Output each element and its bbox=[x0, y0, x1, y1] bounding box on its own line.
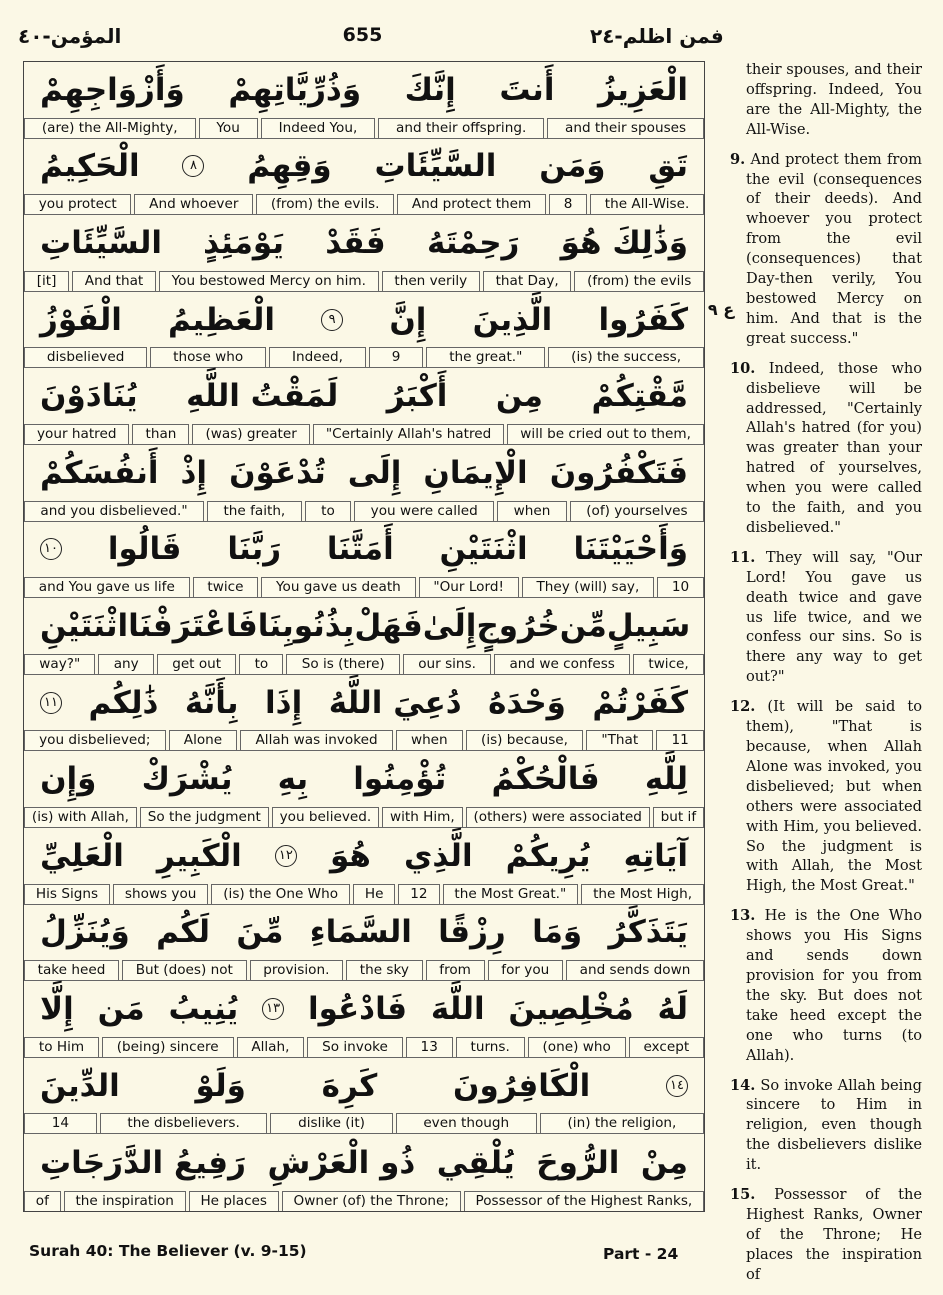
english-gloss-cell: even though bbox=[396, 1113, 537, 1133]
verse-row bbox=[24, 292, 704, 369]
arabic-word: لِلَّهِ bbox=[644, 761, 688, 798]
english-gloss-cell: and we confess bbox=[494, 654, 630, 674]
arabic-word: اللَّهَ bbox=[430, 990, 485, 1027]
arabic-word: الْعَزِيزُ bbox=[598, 71, 688, 108]
english-gloss-cell: (is) the One Who bbox=[211, 884, 350, 904]
english-gloss-line bbox=[24, 424, 704, 444]
arabic-word: وَذُرِّيَّاتِهِمْ bbox=[228, 71, 362, 108]
arabic-word: إِلَّا bbox=[40, 990, 74, 1027]
english-gloss-cell: to bbox=[239, 654, 283, 674]
arabic-word: إِنَّ bbox=[389, 301, 427, 338]
english-gloss-cell: (is) with Allah, bbox=[24, 807, 137, 827]
arabic-word: يُشْرَكْ bbox=[141, 761, 233, 798]
arabic-word: وَأَحْيَيْتَنَا bbox=[573, 531, 688, 568]
english-gloss-cell: that Day, bbox=[483, 271, 571, 291]
arabic-word: ذَٰلِكُم bbox=[88, 684, 159, 721]
translation-text: So invoke Allah being sincere to Him in religion, even though the disbelievers dislike it. bbox=[746, 1076, 923, 1174]
verse-row bbox=[24, 445, 704, 522]
english-gloss-cell: but if bbox=[653, 807, 704, 827]
english-gloss-cell: 8 bbox=[549, 194, 587, 214]
verse-row bbox=[24, 215, 704, 292]
english-gloss-cell: twice, bbox=[633, 654, 704, 674]
translation-text: They will say, "Our Lord! You gave us death twice and gave us life twice, and we confess our sins. So is there any way to get out?" bbox=[746, 548, 922, 686]
arabic-word: ذُو الْعَرْشِ bbox=[267, 1144, 416, 1181]
arabic-word: فَقَدْ bbox=[325, 224, 386, 261]
arabic-line bbox=[24, 675, 704, 731]
english-gloss-cell: will be cried out to them, bbox=[507, 424, 704, 444]
verse-number-marker: ١٤ bbox=[666, 1075, 688, 1097]
english-gloss-cell: you believed. bbox=[272, 807, 379, 827]
verse-row bbox=[24, 751, 704, 828]
arabic-word: أَنتَ bbox=[499, 71, 555, 108]
arabic-word: الْفَوْزُ bbox=[40, 301, 122, 338]
english-gloss-line bbox=[24, 960, 704, 980]
verse-number: 10. bbox=[730, 359, 756, 377]
arabic-line bbox=[24, 1134, 704, 1191]
english-gloss-cell: and their offspring. bbox=[378, 118, 544, 138]
english-gloss-cell: disbelieved bbox=[24, 347, 147, 367]
english-gloss-cell: the All-Wise. bbox=[590, 194, 704, 214]
arabic-word: مِّن bbox=[559, 607, 607, 644]
english-gloss-cell: (from) the evils. bbox=[256, 194, 394, 214]
english-gloss-cell: You bestowed Mercy on him. bbox=[159, 271, 379, 291]
arabic-word: مَّقْتِكُمْ bbox=[591, 378, 688, 415]
arabic-word: وَقِهِمُ bbox=[247, 148, 332, 185]
english-gloss-cell: You bbox=[199, 118, 258, 138]
arabic-word: وَأَزْوَاجِهِمْ bbox=[40, 71, 185, 108]
arabic-word: لَهُ bbox=[657, 990, 688, 1027]
translation-paragraph bbox=[718, 697, 922, 896]
arabic-word: مِّنَ bbox=[236, 914, 284, 951]
english-gloss-cell: turns. bbox=[456, 1037, 525, 1057]
arabic-word: السَّمَاءِ bbox=[309, 914, 412, 951]
english-gloss-cell: the Most Great." bbox=[443, 884, 579, 904]
arabic-line bbox=[24, 828, 704, 884]
translation-text: He is the One Who shows you His Signs and sends down provision for you from the sky. But does not take heed except the one who turns (to Allah). bbox=[746, 907, 922, 1064]
english-gloss-cell: (is) because, bbox=[466, 730, 583, 750]
english-gloss-line bbox=[24, 654, 704, 674]
translation-paragraph bbox=[718, 1185, 922, 1285]
arabic-line bbox=[24, 751, 704, 807]
english-gloss-cell: when bbox=[396, 730, 463, 750]
english-gloss-cell: And protect them bbox=[397, 194, 546, 214]
arabic-word: إِذَا bbox=[265, 684, 303, 721]
translation-text: (It will be said to them), "That is because, when Allah Alone was invoked, you disbelieved; but when others were associated with Him, you believed. So the judgment is with Allah, the Most High, the Most Great." bbox=[746, 698, 923, 895]
arabic-line bbox=[24, 292, 704, 348]
arabic-word: رِزْقًا bbox=[438, 914, 506, 951]
arabic-word: اثْنَتَيْنِ bbox=[40, 607, 129, 644]
english-gloss-cell: to Him bbox=[24, 1037, 99, 1057]
english-gloss-cell: Possessor of the Highest Ranks, bbox=[464, 1191, 704, 1211]
english-gloss-cell: So invoke bbox=[307, 1037, 402, 1057]
english-gloss-cell: except bbox=[629, 1037, 704, 1057]
english-gloss-cell: (of) yourselves bbox=[570, 501, 704, 521]
english-gloss-cell: You gave us death bbox=[261, 577, 415, 597]
verse-row bbox=[24, 598, 704, 675]
english-gloss-cell: the inspiration bbox=[64, 1191, 186, 1211]
arabic-word: وَحْدَهُ bbox=[488, 684, 566, 721]
verse-number: 15. bbox=[730, 1186, 756, 1204]
arabic-word: يُنِيبُ bbox=[168, 990, 239, 1027]
arabic-word: فَاعْتَرَفْنَا bbox=[128, 607, 258, 644]
english-gloss-cell: Indeed You, bbox=[261, 118, 375, 138]
arabic-word: بِهِ bbox=[277, 761, 309, 798]
verse-row bbox=[24, 1134, 704, 1211]
english-gloss-cell: "Our Lord! bbox=[419, 577, 519, 597]
verse-row bbox=[24, 828, 704, 905]
english-gloss-cell: So the judgment bbox=[140, 807, 269, 827]
arabic-word: كَفَرُوا bbox=[598, 301, 688, 338]
arabic-word: فَادْعُوا bbox=[307, 990, 408, 1027]
english-gloss-cell: of bbox=[24, 1191, 61, 1211]
verse-row bbox=[24, 522, 704, 599]
english-gloss-cell: and You gave us life bbox=[24, 577, 190, 597]
verse-number: 12. bbox=[730, 698, 756, 716]
english-gloss-cell: Allah, bbox=[237, 1037, 305, 1057]
arabic-line bbox=[24, 522, 704, 578]
english-gloss-cell: (in) the religion, bbox=[540, 1113, 704, 1133]
arabic-word: الْإِيمَانِ bbox=[423, 454, 528, 491]
translation-text: And protect them from the evil (consequences of their deeds). And whoever you protect from the evil (consequences) that Day-then verily, You bestowed Mercy on him. And that is the great success." bbox=[746, 150, 922, 347]
arabic-word: يُنَادَوْنَ bbox=[40, 378, 138, 415]
arabic-word: السَّيِّئَاتِ bbox=[40, 224, 162, 261]
arabic-line bbox=[24, 445, 704, 501]
english-gloss-cell: And whoever bbox=[134, 194, 253, 214]
arabic-word: أَنفُسَكُمْ bbox=[40, 454, 159, 491]
verse-number-marker: ٩ bbox=[321, 309, 343, 331]
english-gloss-cell: provision. bbox=[250, 960, 344, 980]
arabic-word: بِأَنَّهُ bbox=[184, 684, 239, 721]
arabic-word: بِذُنُوبِنَا bbox=[257, 607, 355, 644]
verse-number: 14. bbox=[730, 1076, 756, 1094]
english-gloss-cell: But (does) not bbox=[122, 960, 247, 980]
english-gloss-cell: and their spouses bbox=[547, 118, 704, 138]
verse-row bbox=[24, 368, 704, 445]
translation-sidebar bbox=[718, 60, 922, 1295]
arabic-word: فَهَلْ bbox=[354, 607, 423, 644]
english-gloss-line bbox=[24, 1037, 704, 1057]
english-gloss-line bbox=[24, 501, 704, 521]
arabic-word: وَذَٰلِكَ هُوَ bbox=[560, 224, 688, 261]
english-gloss-cell: His Signs bbox=[24, 884, 110, 904]
arabic-word: تَقِ bbox=[648, 148, 688, 185]
verse-number-marker: ١٠ bbox=[40, 538, 62, 560]
english-gloss-line bbox=[24, 884, 704, 904]
arabic-word: لَكُم bbox=[156, 914, 211, 951]
arabic-line bbox=[24, 139, 704, 195]
arabic-word: تُدْعَوْنَ bbox=[229, 454, 326, 491]
english-gloss-cell: He bbox=[353, 884, 395, 904]
arabic-line bbox=[24, 981, 704, 1037]
translation-paragraph bbox=[718, 150, 922, 349]
arabic-word: الْكَافِرُونَ bbox=[453, 1067, 591, 1104]
english-gloss-cell: and sends down bbox=[566, 960, 704, 980]
arabic-word: قَالُوا bbox=[107, 531, 182, 568]
arabic-word: مِن bbox=[495, 378, 543, 415]
english-gloss-cell: 13 bbox=[406, 1037, 453, 1057]
translation-text: Indeed, those who disbelieve will be addressed, "Certainly Allah's hatred (for you) was greater than your hatred of yourselves, when you were called to the faith, and you disbelieved." bbox=[746, 359, 923, 536]
translation-paragraph bbox=[718, 60, 922, 140]
english-gloss-line bbox=[24, 1191, 704, 1211]
arabic-word: الْكَبِيرِ bbox=[156, 837, 242, 874]
arabic-line bbox=[24, 1058, 704, 1114]
arabic-word: خُرُوجٍ bbox=[476, 607, 560, 644]
arabic-word: أَمَتَّنَا bbox=[326, 531, 394, 568]
arabic-word: آيَاتِهِ bbox=[623, 837, 688, 874]
arabic-word: يُلْقِي bbox=[436, 1144, 515, 1181]
english-gloss-cell: They (will) say, bbox=[522, 577, 654, 597]
arabic-word: الْعَظِيمُ bbox=[168, 301, 275, 338]
translation-paragraph bbox=[718, 1076, 922, 1176]
verse-row bbox=[24, 675, 704, 752]
verse-number: 9. bbox=[730, 150, 746, 168]
english-gloss-cell: 10 bbox=[657, 577, 704, 597]
ruku-mark: ع ٩ bbox=[707, 300, 735, 319]
footer-part-label: Part - 24 bbox=[603, 1245, 679, 1263]
arabic-word: الرُّوحَ bbox=[536, 1144, 620, 1181]
english-gloss-cell: (is) the success, bbox=[548, 347, 704, 367]
english-gloss-cell: Allah was invoked bbox=[240, 730, 392, 750]
english-gloss-cell: 14 bbox=[24, 1113, 97, 1133]
arabic-line bbox=[24, 215, 704, 271]
english-gloss-cell: dislike (it) bbox=[270, 1113, 392, 1133]
arabic-word: هُوَ bbox=[329, 837, 371, 874]
arabic-word: وَلَوْ bbox=[195, 1067, 246, 1104]
arabic-word: سَبِيلٍ bbox=[606, 607, 691, 644]
arabic-word: مَن bbox=[97, 990, 145, 1027]
english-gloss-cell: (one) who bbox=[528, 1037, 626, 1057]
english-gloss-cell: Owner (of) the Throne; bbox=[282, 1191, 461, 1211]
arabic-word: اثْنَتَيْنِ bbox=[439, 531, 528, 568]
english-gloss-cell: when bbox=[497, 501, 567, 521]
english-gloss-cell: the great." bbox=[426, 347, 545, 367]
english-gloss-cell: 11 bbox=[656, 730, 704, 750]
arabic-word: الدِّينَ bbox=[40, 1067, 120, 1104]
verse-row bbox=[24, 139, 704, 216]
arabic-word: لَمَقْتُ اللَّهِ bbox=[186, 378, 339, 415]
arabic-word: كَفَرْتُمْ bbox=[592, 684, 688, 721]
arabic-word: يُرِيكُمْ bbox=[505, 837, 591, 874]
english-gloss-cell: those who bbox=[150, 347, 266, 367]
english-gloss-cell: from bbox=[426, 960, 485, 980]
english-gloss-cell: any bbox=[98, 654, 153, 674]
arabic-word: يَوْمَئِذٍ bbox=[203, 224, 285, 261]
arabic-line bbox=[24, 368, 704, 424]
arabic-word: رَفِيعُ الدَّرَجَاتِ bbox=[40, 1144, 246, 1181]
english-gloss-line bbox=[24, 1113, 704, 1133]
english-gloss-cell: then verily bbox=[382, 271, 480, 291]
translation-paragraph bbox=[718, 359, 922, 538]
english-gloss-cell: for you bbox=[488, 960, 563, 980]
arabic-word: إِنَّكَ bbox=[404, 71, 456, 108]
english-gloss-cell: you protect bbox=[24, 194, 131, 214]
translation-text: their spouses, and their offspring. Indeed, You are the All-Mighty, the All-Wise. bbox=[746, 61, 922, 138]
english-gloss-cell: (others) were associated bbox=[466, 807, 650, 827]
english-gloss-cell: (was) greater bbox=[192, 424, 309, 444]
arabic-word: وَمَا bbox=[532, 914, 583, 951]
translation-paragraph bbox=[718, 548, 922, 687]
english-gloss-line bbox=[24, 271, 704, 291]
surah-header-arabic: المؤمن-٤٠ bbox=[18, 24, 122, 48]
english-gloss-cell: Indeed, bbox=[269, 347, 366, 367]
english-gloss-cell: with Him, bbox=[382, 807, 463, 827]
arabic-word: تُؤْمِنُوا bbox=[353, 761, 447, 798]
arabic-word: الْحَكِيمُ bbox=[40, 148, 140, 185]
english-gloss-cell: "That bbox=[586, 730, 653, 750]
arabic-word: مِنْ bbox=[640, 1144, 688, 1181]
arabic-line bbox=[24, 62, 704, 118]
english-gloss-cell: the sky bbox=[346, 960, 423, 980]
arabic-word: رَبَّنَا bbox=[227, 531, 282, 568]
arabic-word: إِذْ bbox=[180, 454, 208, 491]
arabic-line bbox=[24, 598, 704, 654]
english-gloss-line bbox=[24, 730, 704, 750]
english-gloss-cell: the Most High, bbox=[581, 884, 704, 904]
english-gloss-cell: (are) the All-Mighty, bbox=[24, 118, 196, 138]
verse-number-marker: ١٣ bbox=[262, 998, 284, 1020]
verse-number-marker: ١٢ bbox=[275, 845, 297, 867]
arabic-word: يَتَذَكَّرُ bbox=[608, 914, 688, 951]
verse-number-marker: ٨ bbox=[182, 155, 204, 177]
english-gloss-cell: than bbox=[132, 424, 189, 444]
english-gloss-line bbox=[24, 194, 704, 214]
english-gloss-cell: He places bbox=[189, 1191, 279, 1211]
footer-surah-label: Surah 40: The Believer (v. 9-15) bbox=[29, 1242, 307, 1260]
verse-row bbox=[24, 62, 704, 139]
english-gloss-line bbox=[24, 807, 704, 827]
verse-number-marker: ١١ bbox=[40, 692, 62, 714]
word-by-word-grid bbox=[23, 61, 705, 1212]
arabic-word: السَّيِّئَاتِ bbox=[374, 148, 497, 185]
arabic-word: أَكْبَرُ bbox=[386, 378, 448, 415]
arabic-word: رَحِمْتَهُ bbox=[426, 224, 520, 261]
english-gloss-cell: your hatred bbox=[24, 424, 130, 444]
verse-number: 13. bbox=[730, 907, 756, 925]
english-gloss-cell: (being) sincere bbox=[102, 1037, 234, 1057]
arabic-word: إِلَىٰ bbox=[422, 607, 477, 644]
arabic-word: فَتَكْفُرُونَ bbox=[549, 454, 688, 491]
english-gloss-cell: take heed bbox=[24, 960, 119, 980]
english-gloss-cell: (from) the evils bbox=[574, 271, 704, 291]
english-gloss-cell: And that bbox=[72, 271, 156, 291]
english-gloss-cell: the disbelievers. bbox=[100, 1113, 268, 1133]
english-gloss-cell: our sins. bbox=[403, 654, 491, 674]
arabic-word: الَّذِي bbox=[403, 837, 473, 874]
verse-row bbox=[24, 981, 704, 1058]
english-gloss-cell: Alone bbox=[169, 730, 238, 750]
arabic-word: الَّذِينَ bbox=[472, 301, 553, 338]
english-gloss-cell: 12 bbox=[398, 884, 439, 904]
arabic-line bbox=[24, 905, 704, 961]
english-gloss-cell: [it] bbox=[24, 271, 69, 291]
english-gloss-cell: "Certainly Allah's hatred bbox=[313, 424, 504, 444]
english-gloss-cell: you were called bbox=[354, 501, 494, 521]
english-gloss-cell: and you disbelieved." bbox=[24, 501, 204, 521]
arabic-word: وَيُنَزِّلُ bbox=[40, 914, 130, 951]
arabic-word: مُخْلِصِينَ bbox=[508, 990, 634, 1027]
english-gloss-cell: you disbelieved; bbox=[24, 730, 166, 750]
english-gloss-cell: to bbox=[305, 501, 352, 521]
english-gloss-cell: So is (there) bbox=[286, 654, 400, 674]
english-gloss-cell: get out bbox=[157, 654, 236, 674]
english-gloss-line bbox=[24, 347, 704, 367]
english-gloss-cell: shows you bbox=[113, 884, 208, 904]
arabic-word: إِلَى bbox=[347, 454, 402, 491]
page-number: 655 bbox=[342, 24, 383, 46]
juz-header-arabic: فمن اظلم-٢٤ bbox=[590, 24, 724, 48]
verse-number: 11. bbox=[730, 548, 756, 566]
arabic-word: دُعِيَ اللَّهُ bbox=[328, 684, 462, 721]
english-gloss-cell: twice bbox=[193, 577, 259, 597]
arabic-word: كَرِهَ bbox=[321, 1067, 378, 1104]
translation-paragraph bbox=[718, 906, 922, 1065]
english-gloss-cell: 9 bbox=[369, 347, 423, 367]
english-gloss-line bbox=[24, 118, 704, 138]
arabic-word: وَمَن bbox=[539, 148, 606, 185]
arabic-word: وَإِن bbox=[40, 761, 97, 798]
arabic-word: الْعَلِيِّ bbox=[40, 837, 124, 874]
arabic-word: فَالْحُكْمُ bbox=[491, 761, 600, 798]
english-gloss-cell: the faith, bbox=[207, 501, 302, 521]
english-gloss-line bbox=[24, 577, 704, 597]
verse-row bbox=[24, 905, 704, 982]
english-gloss-cell: way?" bbox=[24, 654, 95, 674]
verse-row bbox=[24, 1058, 704, 1135]
translation-text: Possessor of the Highest Ranks, Owner of the Throne; He places the inspiration of bbox=[746, 1186, 922, 1283]
